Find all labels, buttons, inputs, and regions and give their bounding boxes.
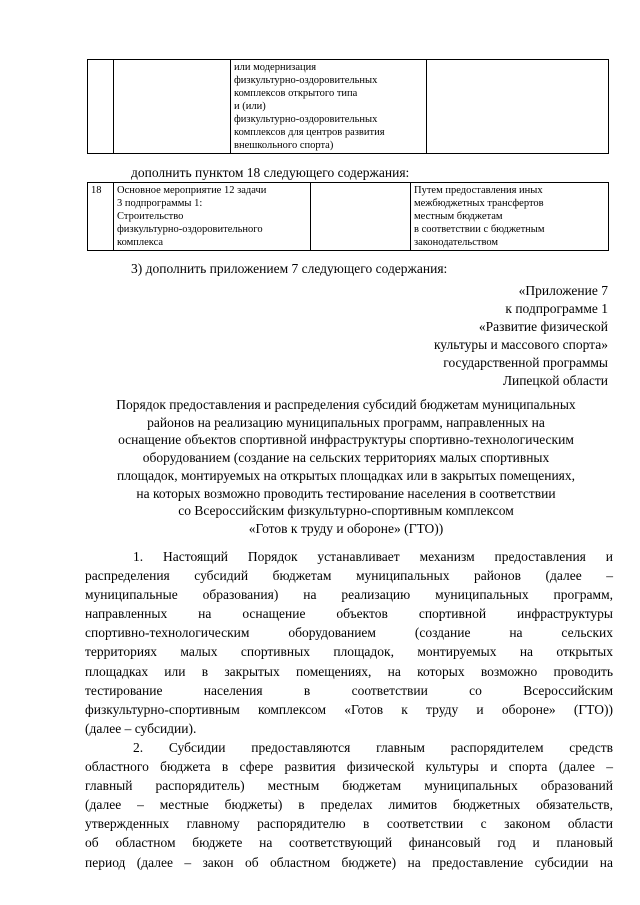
cell-line: Основное мероприятие 12 задачи — [117, 185, 267, 196]
title-line: оснащение объектов спортивной инфраструктуры спортивно-технологическим — [118, 432, 574, 448]
paragraph-line: областного бюджета в сфере развития физической культуры и спорта (далее – — [85, 759, 613, 775]
title-line: со Всероссийским физкультурно-спортивным комплексом — [178, 503, 514, 519]
paragraph-line: главный распорядитель) местным бюджетам муниципальных образований — [85, 778, 613, 794]
appendix-header-line: «Развитие физической — [478, 319, 608, 334]
title-line: площадок, монтируемых на открытых площадках или в закрытых помещениях, — [116, 467, 576, 483]
table-row — [88, 183, 609, 251]
paragraph-line: физкультурно-спортивным комплексом «Готов к труду и обороне» (ГТО)) — [85, 701, 613, 717]
table-cell-method — [427, 60, 609, 154]
cell-line: Путем предоставления иных — [414, 185, 543, 196]
amendment-appendix7-text: 3) дополнить приложением 7 следующего содержания: — [131, 261, 448, 276]
program-table-continuation — [87, 59, 609, 154]
cell-line: и (или) — [234, 101, 266, 112]
table-cell-description — [231, 60, 427, 154]
appendix-header-line: Липецкой области — [502, 373, 608, 388]
paragraph-line: 2. Субсидии предоставляются главным распорядителем средств — [133, 739, 613, 755]
paragraph-line: (далее – субсидии). — [85, 720, 197, 736]
title-line: на которых возможно проводить тестирование населения в соответствии — [136, 485, 556, 501]
cell-line: комплексов открытого типа — [234, 88, 358, 99]
appendix-header-line: культуры и массового спорта» — [433, 337, 608, 352]
amendment-point18-text: дополнить пунктом 18 следующего содержания: — [131, 165, 410, 180]
document-body — [85, 547, 613, 872]
table-row — [88, 60, 609, 154]
paragraph-line: муниципальные образования) на реализацию муниципальных программ, — [85, 587, 613, 603]
cell-line: в соответствии с бюджетным — [414, 224, 545, 235]
point18-table — [87, 182, 609, 251]
paragraph-2 — [85, 738, 613, 872]
cell-line: физкультурно-оздоровительного — [117, 224, 263, 235]
table-cell-empty — [311, 183, 411, 251]
document-title — [80, 396, 612, 538]
paragraph-line: период (далее – закон об областном бюджете) на предоставление субсидии на — [85, 854, 613, 870]
cell-line: физкультурно-оздоровительных — [234, 75, 378, 86]
cell-line: или модернизация — [234, 62, 317, 73]
title-line: оборудованием (создание на сельских территориях малых спортивных — [142, 450, 550, 466]
appendix-header-line: государственной программы — [443, 355, 608, 370]
cell-line: местным бюджетам — [414, 211, 503, 222]
paragraph-line: территориях малых спортивных площадок, монтируемых на открытых — [85, 644, 613, 660]
paragraph-line: утвержденных главному распорядителю в соответствии с законом области — [85, 816, 613, 832]
cell-line: Строительство — [117, 211, 184, 222]
title-line: районов на реализацию муниципальных программ, направленных на — [147, 414, 545, 430]
title-line: «Готов к труду и обороне» (ГТО)) — [248, 520, 444, 536]
table-cell-event — [114, 183, 311, 251]
paragraph-1 — [85, 547, 613, 738]
table-cell-method — [411, 183, 609, 251]
paragraph-line: распределения субсидий бюджетам муниципальных районов (далее – — [85, 568, 613, 584]
cell-line: законодательством — [414, 237, 499, 248]
paragraph-line: (далее – местные бюджеты) в пределах лимитов бюджетных обязательств, — [85, 797, 613, 813]
title-line: Порядок предоставления и распределения субсидий бюджетам муниципальных — [116, 397, 576, 412]
paragraph-line: об областном бюджете на соответствующий финансовый год и плановый — [85, 835, 613, 851]
cell-line: комплексов для центров развития — [234, 127, 385, 138]
table-cell-number — [88, 60, 114, 154]
table-cell-number: 18 — [88, 183, 114, 251]
paragraph-line: 1. Настоящий Порядок устанавливает механизм предоставления и — [133, 549, 613, 564]
appendix-header-line: к подпрограмме 1 — [505, 301, 608, 316]
table-cell-event — [114, 60, 231, 154]
cell-line: внешкольного спорта) — [234, 140, 334, 151]
paragraph-line: тестирование населения в соответствии со Всероссийским — [85, 682, 613, 698]
appendix-header-line: «Приложение 7 — [518, 283, 608, 298]
cell-line: комплекса — [117, 237, 164, 248]
paragraph-line: спортивно-технологическим оборудованием (создание на сельских — [85, 625, 613, 641]
cell-line: 3 подпрограммы 1: — [117, 198, 203, 209]
paragraph-line: направленных на оснащение объектов спортивной инфраструктуры — [85, 606, 613, 622]
cell-line: физкультурно-оздоровительных — [234, 114, 378, 125]
paragraph-line: площадках или в закрытых помещениях, на которых возможно проводить — [85, 663, 613, 679]
cell-line: межбюджетных трансфертов — [414, 198, 544, 209]
